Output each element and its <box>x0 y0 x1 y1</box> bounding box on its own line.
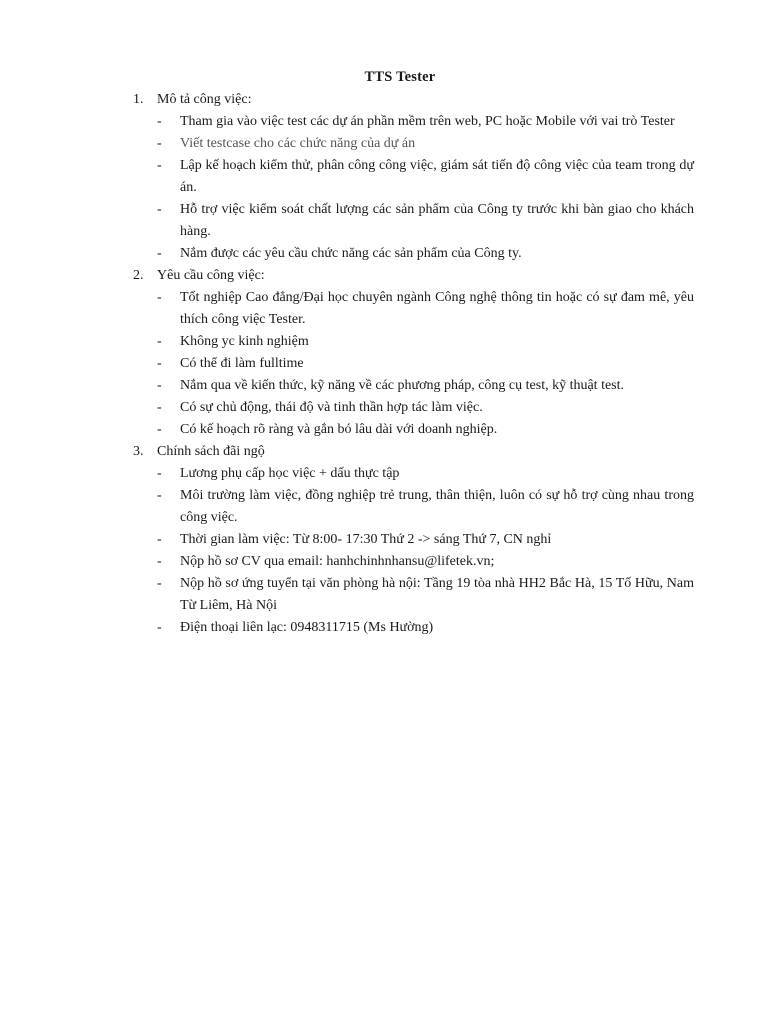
list-item-text: Hỗ trợ việc kiểm soát chất lượng các sản phẩm của Công ty trước khi bàn giao cho khách hàng. <box>180 202 694 239</box>
list-item <box>0 485 768 529</box>
section-job-description <box>0 89 768 265</box>
dash-bullet: - <box>157 422 162 437</box>
list-item <box>0 243 768 265</box>
section-list <box>0 89 768 639</box>
list-item-text: Tham gia vào việc test các dự án phần mềm trên web, PC hoặc Mobile với vai trò Tester <box>180 114 675 129</box>
dash-bullet: - <box>157 334 162 349</box>
list-item <box>0 111 768 133</box>
list-item-text: Không yc kinh nghiệm <box>180 334 309 349</box>
dash-bullet: - <box>157 290 162 305</box>
dash-bullet: - <box>157 532 162 547</box>
list-item-text: Môi trường làm việc, đồng nghiệp trẻ trung, thân thiện, luôn có sự hỗ trợ cùng nhau trong công việc. <box>180 488 694 525</box>
list-item-text: Lương phụ cấp học việc + dấu thực tập <box>180 466 400 481</box>
dash-bullet: - <box>157 356 162 371</box>
list-item-text: Có thể đi làm fulltime <box>180 356 304 371</box>
list-item-text: Có kế hoạch rõ ràng và gắn bó lâu dài với doanh nghiệp. <box>180 422 498 437</box>
list-item-text: Có sự chủ động, thái độ và tinh thần hợp tác làm việc. <box>180 400 483 415</box>
list-item-text: Thời gian làm việc: Từ 8:00- 17:30 Thứ 2 -> sáng Thứ 7, CN nghỉ <box>180 532 552 547</box>
email-line: Nộp hồ sơ CV qua email: hanhchinhnhansu@lifetek.vn; <box>180 554 495 569</box>
list-item <box>0 155 768 199</box>
dash-bullet: - <box>157 488 162 503</box>
list-item <box>0 133 768 155</box>
list-item <box>0 551 768 573</box>
list-item-text: Nắm được các yêu cầu chức năng các sản phẩm của Công ty. <box>180 246 522 261</box>
list-item-text: Viết testcase cho các chức năng của dự án <box>180 136 416 151</box>
section-title: Mô tả công việc: <box>157 92 252 107</box>
dash-bullet: - <box>157 378 162 393</box>
dash-bullet: - <box>157 576 162 591</box>
list-item <box>0 353 768 375</box>
section-heading <box>0 89 768 111</box>
address-line: Nộp hồ sơ ứng tuyển tại văn phòng hà nội: Tầng 19 tòa nhà HH2 Bắc Hà, 15 Tố Hữu, Nam Từ Liêm, Hà Nội <box>180 576 694 613</box>
list-item <box>0 463 768 485</box>
section-benefits <box>0 441 768 639</box>
dash-bullet: - <box>157 202 162 217</box>
section-number: 2. <box>133 268 144 283</box>
dash-bullet: - <box>157 246 162 261</box>
list-item <box>0 331 768 353</box>
list-item <box>0 529 768 551</box>
dash-bullet: - <box>157 114 162 129</box>
dash-bullet: - <box>157 136 162 151</box>
section-heading <box>0 441 768 463</box>
section-title: Yêu cầu công việc: <box>157 268 265 283</box>
phone-line: Điện thoại liên lạc: 0948311715 (Ms Hường) <box>180 620 434 635</box>
list-item <box>0 617 768 639</box>
dash-bullet: - <box>157 620 162 635</box>
list-item-text: Nắm qua về kiến thức, kỹ năng về các phương pháp, công cụ test, kỹ thuật test. <box>180 378 625 393</box>
section-title: Chính sách đãi ngộ <box>157 444 265 459</box>
list-item <box>0 375 768 397</box>
section-number: 1. <box>133 92 144 107</box>
list-item-text: Lập kế hoạch kiểm thử, phân công công việc, giám sát tiến độ công việc của team trong dự án. <box>180 158 694 195</box>
list-item <box>0 287 768 331</box>
dash-bullet: - <box>157 400 162 415</box>
bullet-list <box>0 111 768 265</box>
list-item <box>0 419 768 441</box>
section-job-requirements <box>0 265 768 441</box>
section-number: 3. <box>133 444 144 459</box>
dash-bullet: - <box>157 158 162 173</box>
document-title: TTS Tester <box>364 69 436 85</box>
section-heading <box>0 265 768 287</box>
bullet-list <box>0 287 768 441</box>
bullet-list <box>0 463 768 639</box>
list-item <box>0 573 768 617</box>
dash-bullet: - <box>157 554 162 569</box>
list-item-text: Tốt nghiệp Cao đẳng/Đại học chuyên ngành Công nghệ thông tin hoặc có sự đam mê, yêu thích công việc Tester. <box>180 290 694 327</box>
list-item <box>0 397 768 419</box>
dash-bullet: - <box>157 466 162 481</box>
list-item <box>0 199 768 243</box>
